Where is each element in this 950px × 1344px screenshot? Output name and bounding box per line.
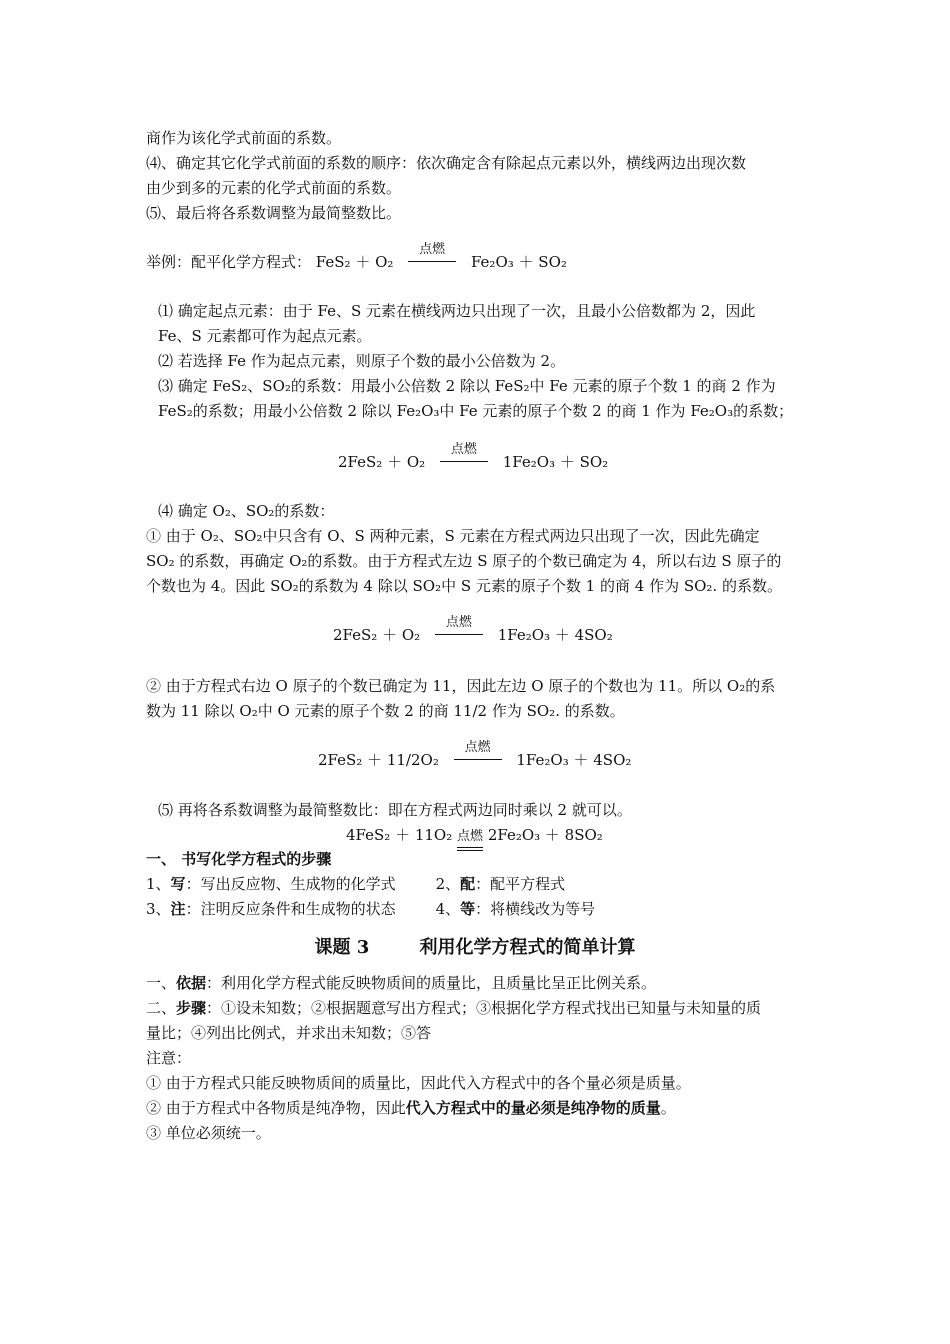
step-line: ① 由于 O₂、SO₂中只含有 O、S 两种元素，S 元素在方程式两边只出现了一次，因此先确定 xyxy=(146,527,760,545)
note-emphasis: 代入方程式中的量必须是纯净物的质量 xyxy=(405,1099,661,1117)
step-line: ⑵ 若选择 Fe 作为起点元素，则原子个数的最小公倍数为 2。 xyxy=(158,352,566,370)
steps-line: 量比；④列出比例式，并求出未知数；⑤答 xyxy=(146,1024,432,1042)
section-heading: 一、 书写化学方程式的步骤 xyxy=(146,850,332,868)
note-heading: 注意： xyxy=(146,1049,192,1067)
step-number: 3、 xyxy=(146,900,171,918)
para-line: ⑷、确定其它化学式前面的系数的顺序：依次确定含有除起点元素以外，横线两边出现次数 xyxy=(146,154,747,172)
step-line: ⑷ 确定 O₂、SO₂的系数： xyxy=(158,502,335,520)
step-line: ⑸ 再将各系数调整为最简整数比：即在方程式两边同时乘以 2 就可以。 xyxy=(158,801,632,819)
para-line: 商作为该化学式前面的系数。 xyxy=(146,129,342,147)
equals-sign xyxy=(457,827,483,847)
para-line: ⑸、最后将各系数调整为最简整数比。 xyxy=(146,204,402,222)
equation-left: FeS₂ ＋ O₂ xyxy=(315,253,394,271)
step-row xyxy=(146,899,595,919)
condition-label: 点燃 xyxy=(445,615,472,630)
step-line: 数为 11 除以 O₂中 O 元素的原子个数 2 的商 11/2 作为 SO₂. 的系数。 xyxy=(146,702,625,720)
note-item xyxy=(146,1098,676,1118)
step-number: 2、 xyxy=(435,875,461,893)
step-text: ：配平方程式 xyxy=(475,875,566,893)
condition-label: 点燃 xyxy=(457,829,484,844)
condition-label: 点燃 xyxy=(419,242,446,257)
item-key: 依据 xyxy=(176,974,207,992)
equation-final xyxy=(346,825,603,847)
reaction-arrow xyxy=(408,242,456,272)
step-key: 注 xyxy=(170,900,186,918)
condition-label: 点燃 xyxy=(450,442,477,457)
equation-left: 2FeS₂ ＋ 11/2O₂ xyxy=(318,751,439,769)
note-item: ① 由于方程式只能反映物质间的质量比，因此代入方程式中的各个量必须是质量。 xyxy=(146,1074,691,1092)
step-text: ：将横线改为等号 xyxy=(475,900,596,918)
item-key: 步骤 xyxy=(176,999,207,1017)
condition-label: 点燃 xyxy=(464,740,491,755)
steps-line xyxy=(146,998,761,1018)
topic-title: 课题 3 利用化学方程式的简单计算 xyxy=(314,937,636,958)
item-prefix: 二、 xyxy=(146,999,177,1017)
equation-right: 1Fe₂O₃ ＋ 4SO₂ xyxy=(497,626,613,644)
step-number: 1、 xyxy=(146,875,171,893)
reaction-arrow xyxy=(435,615,483,645)
step-row xyxy=(146,874,565,894)
step-text: ：写出反应物、生成物的化学式 xyxy=(185,875,396,893)
step-key: 配 xyxy=(460,875,476,893)
para-line: 由少到多的元素的化学式前面的系数。 xyxy=(146,179,402,197)
equation-right: Fe₂O₃ ＋ SO₂ xyxy=(470,253,567,271)
step-line: ⑴ 确定起点元素：由于 Fe、S 元素在横线两边只出现了一次，且最小公倍数都为 2，因此 xyxy=(158,302,756,320)
note-text: ② 由于方程式中各物质是纯净物，因此 xyxy=(146,1099,406,1117)
equation-2 xyxy=(333,615,613,645)
step-line: FeS₂的系数；用最小公倍数 2 除以 Fe₂O₃中 Fe 元素的原子个数 2 的商 1 作为 Fe₂O₃的系数； xyxy=(158,402,794,420)
basis-line xyxy=(146,973,656,993)
step-line: ⑶ 确定 FeS₂、SO₂的系数：用最小公倍数 2 除以 FeS₂中 Fe 元素的原子个数 1 的商 2 作为 xyxy=(158,377,776,395)
equation-3 xyxy=(318,740,632,770)
note-text: 。 xyxy=(660,1099,676,1117)
reaction-arrow xyxy=(440,442,488,472)
example-label: 举例：配平化学方程式： xyxy=(146,253,312,271)
equation-1 xyxy=(338,442,609,472)
equation-right: 2Fe₂O₃ ＋ 8SO₂ xyxy=(487,826,603,844)
step-line: 个数也为 4。因此 SO₂的系数为 4 除以 SO₂中 S 元素的原子个数 1 的商 4 作为 SO₂. 的系数。 xyxy=(146,577,782,595)
step-line: Fe、S 元素都可作为起点元素。 xyxy=(158,327,372,345)
item-prefix: 一、 xyxy=(146,974,177,992)
step-text: ：注明反应条件和生成物的状态 xyxy=(185,900,396,918)
note-item: ③ 单位必须统一。 xyxy=(146,1124,271,1142)
item-text: ：①设未知数；②根据题意写出方程式；③根据化学方程式找出已知量与未知量的质 xyxy=(206,999,762,1017)
step-number: 4、 xyxy=(435,900,461,918)
equation-right: 1Fe₂O₃ ＋ SO₂ xyxy=(502,453,609,471)
step-key: 等 xyxy=(460,900,476,918)
equation-right: 1Fe₂O₃ ＋ 4SO₂ xyxy=(516,751,632,769)
step-line: ② 由于方程式右边 O 原子的个数已确定为 11，因此左边 O 原子的个数也为 11。所以 O₂的系 xyxy=(146,677,776,695)
item-text: ：利用化学方程式能反映物质间的质量比，且质量比呈正比例关系。 xyxy=(206,974,657,992)
step-line: SO₂ 的系数，再确定 O₂的系数。由于方程式左边 S 原子的个数已确定为 4，所以右边 S 原子的 xyxy=(146,552,782,570)
reaction-arrow xyxy=(454,740,502,770)
equation-left: 2FeS₂ ＋ O₂ xyxy=(338,453,426,471)
equation-left: 4FeS₂ ＋ 11O₂ xyxy=(346,826,453,844)
equation-left: 2FeS₂ ＋ O₂ xyxy=(333,626,421,644)
example-equation xyxy=(146,242,567,272)
step-key: 写 xyxy=(170,875,186,893)
